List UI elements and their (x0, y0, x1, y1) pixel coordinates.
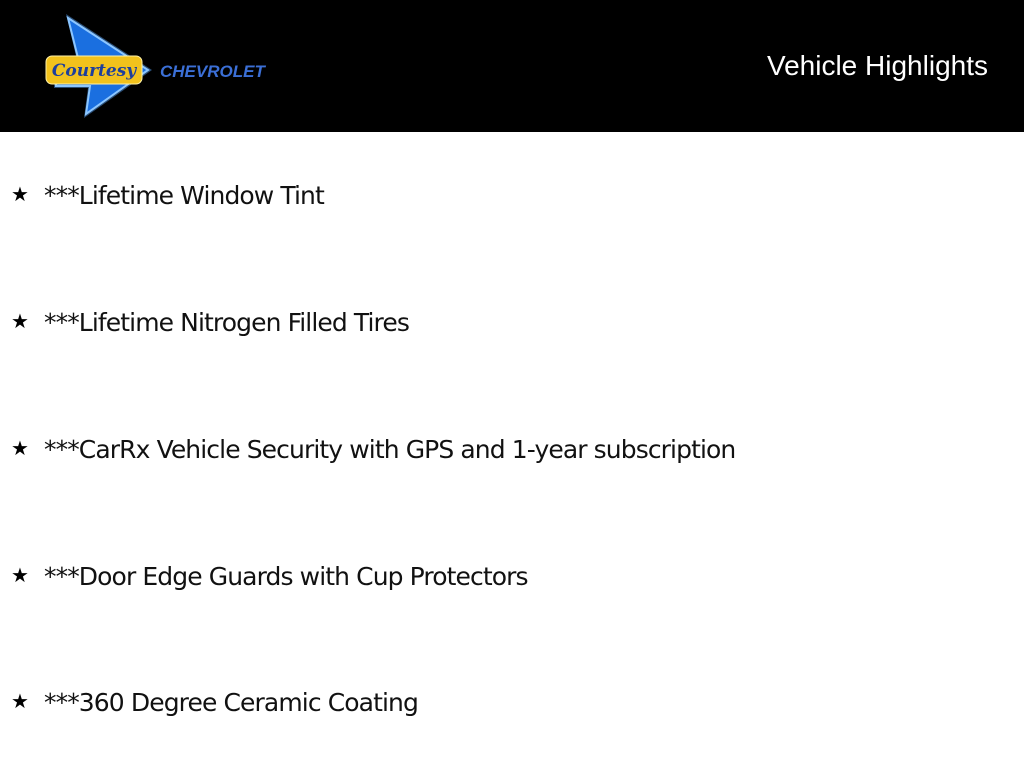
highlight-text: ***Lifetime Nitrogen Filled Tires (44, 308, 409, 337)
logo-brand-text: CHEVROLET (160, 62, 265, 81)
star-icon: ★ (11, 563, 29, 587)
star-icon: ★ (11, 689, 29, 713)
list-item (0, 561, 1000, 601)
list-item (0, 434, 1000, 474)
list-item (0, 180, 1000, 220)
star-icon: ★ (11, 309, 29, 333)
list-item (0, 307, 1000, 347)
highlight-text: ***Door Edge Guards with Cup Protectors (44, 562, 528, 591)
page-title: Vehicle Highlights (766, 50, 988, 81)
highlight-text: ***CarRx Vehicle Security with GPS and 1-year subscription (44, 435, 736, 464)
highlight-text: ***Lifetime Window Tint (44, 181, 324, 210)
courtesy-chevrolet-logo[interactable] (44, 12, 284, 122)
header-bar (0, 0, 1024, 132)
highlight-text: ***360 Degree Ceramic Coating (44, 688, 418, 717)
logo-script-text: Courtesy (51, 61, 137, 81)
list-item (0, 687, 1000, 727)
star-icon: ★ (11, 436, 29, 460)
star-icon: ★ (11, 182, 29, 206)
logo-graphic (44, 12, 284, 122)
